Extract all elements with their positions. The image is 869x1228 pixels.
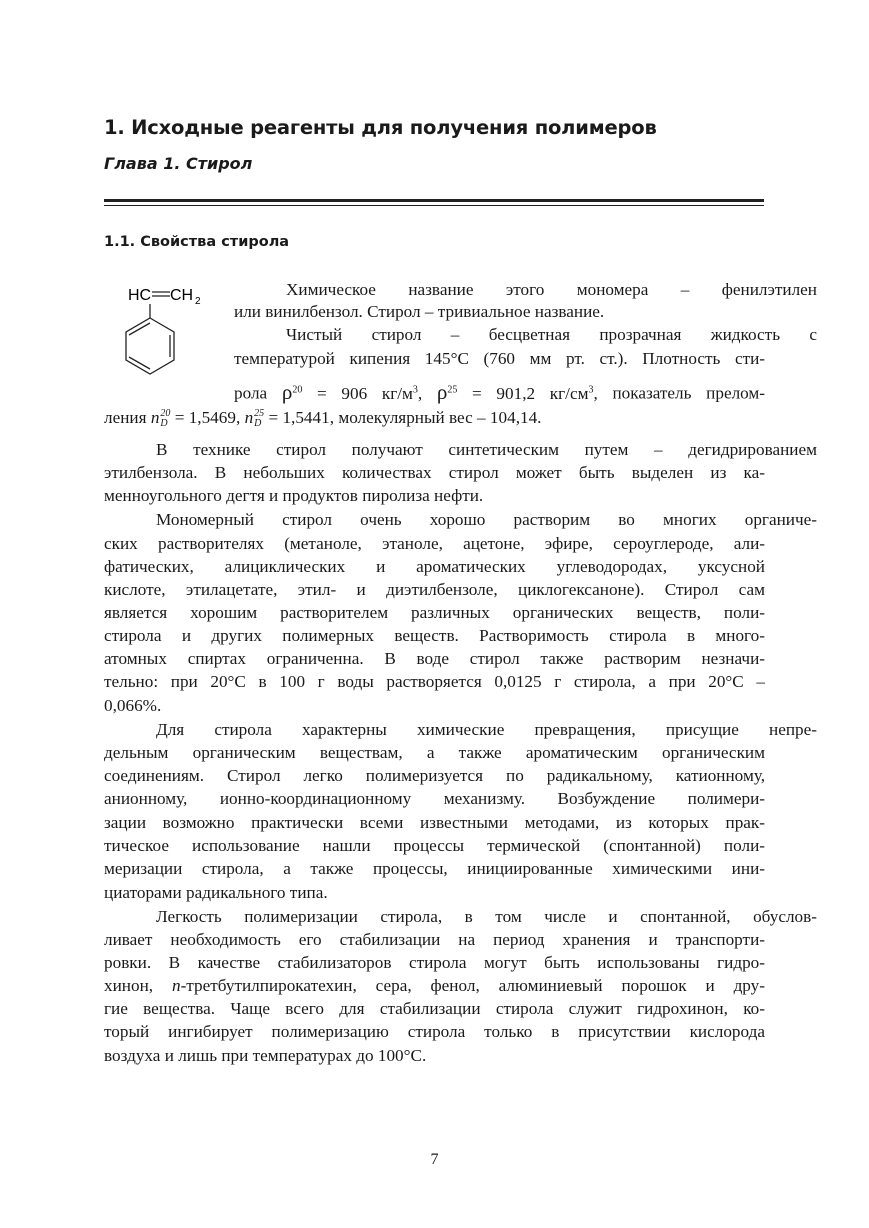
- paragraph-line: хинон, п-третбутилпирокатехин, сера, фенол, алюминиевый порошок и дру-: [104, 976, 765, 995]
- page-heading: 1. Исходные реагенты для получения полимеров: [104, 116, 657, 139]
- section-title: 1.1. Свойства стирола: [104, 234, 290, 250]
- divider-thick: [104, 199, 764, 202]
- paragraph-line: является хорошим растворителем различных органических веществ, поли-: [104, 603, 765, 622]
- paragraph-line: атомных спиртах ограниченна. В воде стирол также растворим незначи-: [104, 649, 765, 668]
- paragraph-line: тическое использование нашли процессы термической (спонтанной) поли-: [104, 836, 765, 855]
- paragraph-line: ливает необходимость его стабилизации на период хранения и транспорти-: [104, 930, 765, 949]
- benzene-ring: [126, 318, 174, 374]
- paragraph-line: температурой кипения 145°C (760 мм рт. ст.). Плотность сти-: [234, 349, 765, 368]
- paragraph-line: зации возможно практически всеми известными методами, из которых прак-: [104, 813, 765, 832]
- paragraph-line: Мономерный стирол очень хорошо растворим во многих органиче-: [156, 510, 817, 529]
- paragraph-line: соединениям. Стирол легко полимеризуется по радикальному, катионному,: [104, 766, 765, 785]
- structure-label-hc: HC: [128, 287, 152, 304]
- paragraph-line: стирола и других полимерных веществ. Растворимость стирола в много-: [104, 626, 765, 645]
- formula-line-density: рола $\rho^{20} = 906$ $кг/м^3$, $\rho^{25} = 901,2$ $кг/см^3$, показатель прелом-: [234, 379, 766, 404]
- paragraph-line: или винилбензол. Стирол – тривиальное название.: [234, 302, 605, 321]
- paragraph-line: ровки. В качестве стабилизаторов стирола могут быть использованы гидро-: [104, 953, 765, 972]
- page-number: 7: [430, 1151, 439, 1168]
- paragraph-line: анионному, ионно-координационному механизму. Возбуждение полимери-: [104, 789, 765, 808]
- paragraph-line: этилбензола. В небольших количествах стирол может быть выделен из ка-: [104, 463, 765, 482]
- paragraph-line: кислоте, этилацетате, этил- и диэтилбензоле, циклогексаноне). Стирол сам: [104, 580, 765, 599]
- paragraph-line: Легкость полимеризации стирола, в том числе и спонтанной, обуслов-: [156, 907, 817, 926]
- styrene-structure-diagram: [112, 280, 232, 386]
- paragraph-line: 0,066%.: [104, 696, 162, 715]
- chapter-title: Глава 1. Стирол: [104, 154, 253, 173]
- paragraph-line: Для стирола характерны химические превращения, присущие непре-: [156, 720, 817, 739]
- paragraph-line: торый ингибирует полимеризацию стирола только в присутствии кислорода: [104, 1022, 765, 1041]
- paragraph-line: менноугольного дегтя и продуктов пиролиза нефти.: [104, 486, 484, 505]
- paragraph-line: В технике стирол получают синтетическим путем – дегидрированием: [156, 440, 817, 459]
- paragraph-line: ских растворителях (метаноле, этаноле, ацетоне, эфире, сероуглероде, али-: [104, 534, 765, 553]
- paragraph-line: Химическое название этого мономера – фенилэтилен: [286, 280, 817, 299]
- paragraph-line: Чистый стирол – бесцветная прозрачная жидкость с: [286, 325, 817, 344]
- structure-label-ch: CH: [170, 287, 194, 304]
- structure-label-sub: 2: [195, 296, 201, 307]
- paragraph-line: тельно: при 20°C в 100 г воды растворяется 0,0125 г стирола, а при 20°C –: [104, 672, 765, 691]
- paragraph-line: фатических, алициклических и ароматических углеводородах, уксусной: [104, 557, 765, 576]
- divider-thin: [104, 205, 764, 206]
- paragraph-line: дельным органическим веществам, а также ароматическим органическим: [104, 743, 765, 762]
- formula-line-refraction: ления n 20 D = 1,5469, n 25 D = 1,5441, молекулярный вес – 104,14.: [104, 408, 542, 430]
- paragraph-line: меризации стирола, а также процессы, инициированные химическими ини-: [104, 859, 765, 878]
- paragraph-line: воздуха и лишь при температурах до 100°C.: [104, 1046, 427, 1065]
- paragraph-line: гие вещества. Чаще всего для стабилизации стирола служит гидрохинон, ко-: [104, 999, 765, 1018]
- paragraph-line: циаторами радикального типа.: [104, 883, 328, 902]
